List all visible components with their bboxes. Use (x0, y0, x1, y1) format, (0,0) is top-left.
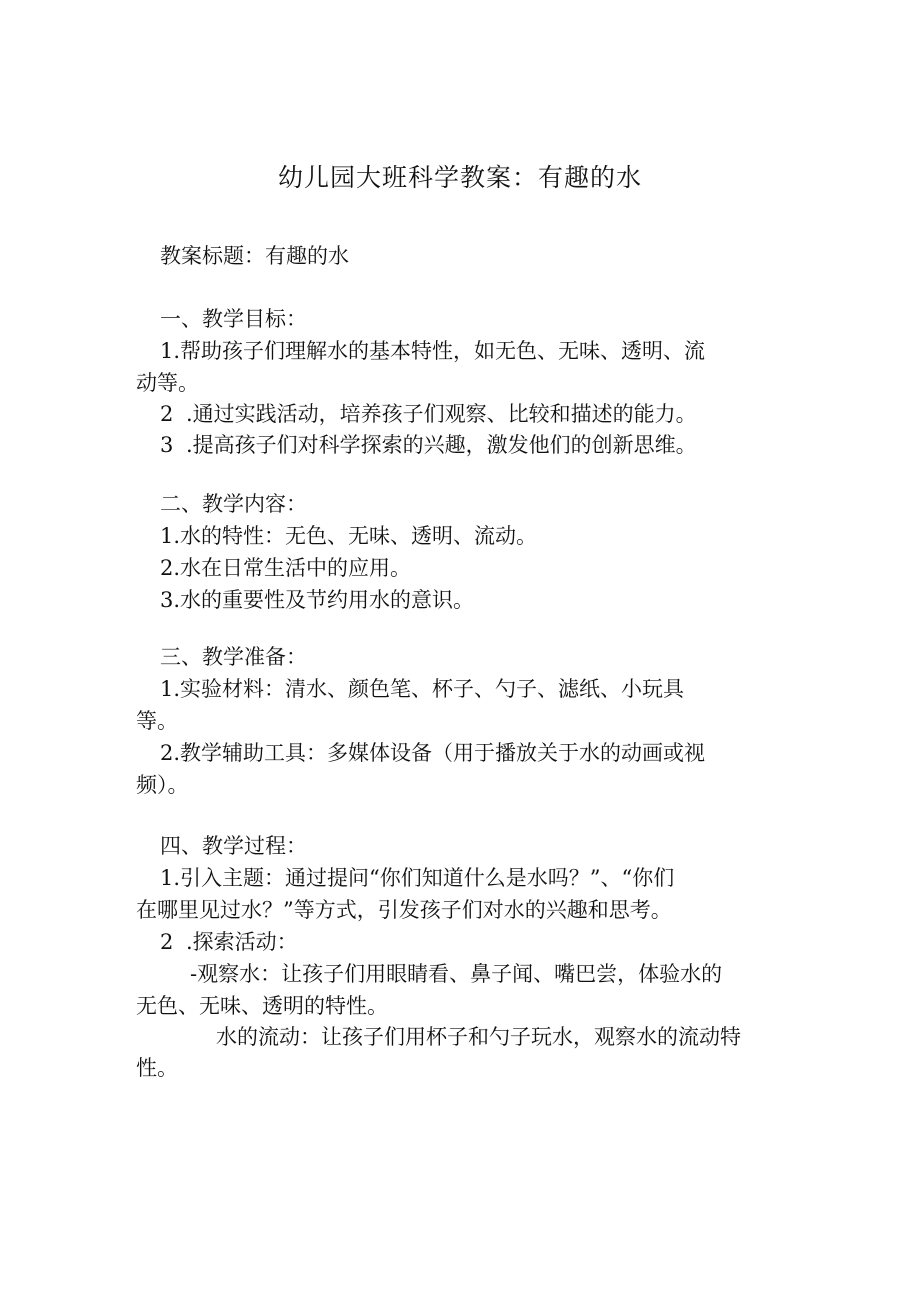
sub-item-continuation: 性。 (136, 1056, 178, 1080)
list-item (160, 673, 684, 705)
item-number: 2 (160, 741, 174, 765)
list-item (160, 429, 697, 461)
section-heading-content: 二、教学内容： (160, 492, 307, 516)
lesson-title-line: 教案标题：有趣的水 (160, 244, 349, 268)
item-number: 1 (160, 339, 174, 363)
item-text: .帮助孩子们理解水的基本特性，如无色、无味、透明、流 (173, 339, 706, 363)
sub-item: -观察水：让孩子们用眼睛看、鼻子闻、嘴巴尝，体验水的 (190, 962, 723, 986)
list-item-continuation: 动等。 (136, 371, 199, 395)
list-item (160, 737, 705, 769)
list-item (160, 926, 298, 958)
item-text: .水的特性：无色、无味、透明、流动。 (173, 524, 538, 548)
item-text: .通过实践活动，培养孩子们观察、比较和描述的能力。 (186, 402, 697, 426)
item-text: .引入主题：通过提问“你们知道什么是水吗？”、“你们 (173, 866, 675, 890)
item-number: 1 (160, 677, 174, 701)
list-item (160, 520, 537, 552)
item-text: .水的重要性及节约用水的意识。 (173, 588, 475, 612)
item-number: 2 (160, 402, 174, 426)
item-text: .水在日常生活中的应用。 (173, 556, 412, 580)
item-text: .教学辅助工具：多媒体设备（用于播放关于水的动画或视 (173, 741, 706, 765)
item-number: 3 (160, 588, 174, 612)
list-item (160, 398, 697, 430)
item-text: .实验材料：清水、颜色笔、杯子、勺子、滤纸、小玩具 (173, 677, 685, 701)
item-number: 1 (160, 866, 174, 890)
item-text: .探索活动： (186, 930, 298, 954)
list-item-continuation: 频）。 (136, 773, 189, 797)
list-item-continuation: 在哪里见过水？”等方式，引发孩子们对水的兴趣和思考。 (136, 898, 672, 922)
list-item (160, 862, 674, 894)
sub-item-continuation: 无色、无味、透明的特性。 (136, 994, 388, 1018)
list-item-continuation: 等。 (136, 709, 178, 733)
list-item (160, 335, 705, 367)
document-title: 幼儿园大班科学教案：有趣的水 (277, 163, 642, 192)
section-heading-process: 四、教学过程： (160, 834, 307, 858)
list-item (160, 584, 474, 616)
section-heading-preparation: 三、教学准备： (160, 645, 307, 669)
item-number: 2 (160, 556, 174, 580)
item-number: 2 (160, 930, 174, 954)
item-number: 1 (160, 524, 174, 548)
section-heading-objectives: 一、教学目标： (160, 307, 307, 331)
item-number: 3 (160, 433, 174, 457)
sub-item: 水的流动：让孩子们用杯子和勺子玩水，观察水的流动特 (216, 1025, 741, 1049)
item-text: .提高孩子们对科学探索的兴趣，激发他们的创新思维。 (186, 433, 697, 457)
list-item (160, 552, 411, 584)
